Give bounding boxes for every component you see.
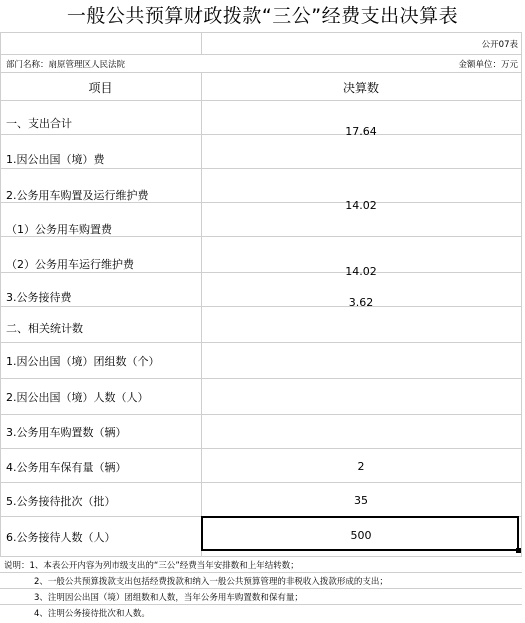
note-line-4: 4、注明公务接待批次和人数。	[34, 609, 150, 619]
note-line-2: 2、一般公共预算拨款支出包括经费拨款和纳入一般公共预算管理的非税收入拨款形成的支出；	[34, 577, 388, 587]
row-label: 3.公务接待费	[6, 291, 72, 304]
fill-handle[interactable]	[516, 548, 521, 553]
row-value: 14.02	[345, 265, 377, 278]
row-value: 3.62	[348, 296, 374, 309]
department-name: 部门名称：扇原管理区人民法院	[6, 60, 126, 70]
row-label: 4.公务用车保有量（辆）	[6, 461, 127, 474]
row-label: 3.公务用车购置数（辆）	[6, 426, 127, 439]
row-label: 5.公务接待批次（批）	[6, 495, 116, 508]
row-label: 2.公务用车购置及运行维护费	[6, 189, 149, 202]
row-value: 35	[354, 494, 368, 507]
header-amount: 决算数	[342, 81, 379, 95]
row-value: 2	[357, 460, 365, 473]
row-label: 1.因公出国（境）团组数（个）	[6, 355, 160, 368]
row-value: 17.64	[345, 125, 377, 138]
row-label: 6.公务接待人数（人）	[6, 531, 116, 544]
row-label: 二、相关统计数	[6, 322, 83, 335]
row-value: 14.02	[345, 199, 377, 212]
amount-unit: 金额单位：万元	[458, 60, 518, 70]
selected-cell[interactable]	[201, 516, 519, 551]
row-value[interactable]: 500	[350, 529, 372, 542]
form-code: 公开07表	[481, 40, 518, 50]
header-item: 项目	[88, 81, 113, 95]
note-line-1: 说明：1、本表公开内容为列市级支出的“三公”经费当年安排数和上年结转数；	[4, 561, 299, 571]
row-label: 一、支出合计	[6, 117, 72, 130]
row-label: 2.因公出国（境）人数（人）	[6, 391, 149, 404]
row-label: （2）公务用车运行维护费	[6, 258, 134, 271]
note-line-3: 3、注明因公出国（境）团组数和人数，当年公务用车购置数和保有量；	[34, 593, 303, 603]
table-title: 一般公共预算财政拨款“三公”经费支出决算表	[66, 5, 459, 27]
row-label: 1.因公出国（境）费	[6, 153, 105, 166]
row-label: （1）公务用车购置费	[6, 223, 112, 236]
